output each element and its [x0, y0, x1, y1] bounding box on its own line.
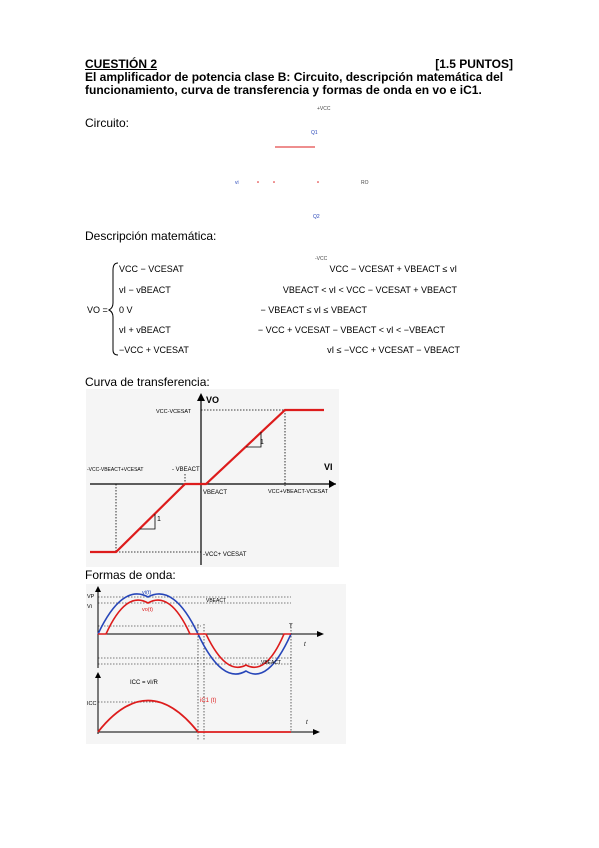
transfer-vbeact-label: VBEACT — [203, 490, 228, 496]
transfer-neg-vbeact-label: - VBEACT — [172, 467, 200, 473]
equation-row-2-value: vI − vBEACT — [119, 285, 171, 295]
circuit-diagram — [225, 100, 375, 260]
section-waveforms-heading: Formas de onda: — [85, 568, 176, 582]
equation-row-4-value: vI + vBEACT — [119, 325, 171, 335]
transfer-left-x-label: -VCC-VBEACT+VCESAT — [87, 467, 144, 473]
wave-icc-eq-label: ICC = vI/R — [130, 680, 158, 686]
wave-T-label: T — [289, 624, 293, 630]
circuit-vcc-label: +VCC — [317, 106, 331, 112]
circuit-q2-label: Q2 — [313, 214, 320, 220]
section-math-heading: Descripción matemática: — [85, 229, 217, 243]
equation-row-3-cond: − VBEACT ≤ vI ≤ VBEACT — [260, 305, 367, 315]
transfer-vo-label: VO — [206, 395, 220, 405]
circuit-node-dot — [317, 181, 319, 183]
circuit-node-dot — [257, 181, 259, 183]
wave-vi-amp-label: Vi — [87, 604, 92, 610]
wave-vbeact-top-label: VBEACT — [206, 598, 227, 604]
circuit-node-dot — [273, 181, 275, 183]
circuit-mvcc-label: -VCC — [315, 256, 328, 260]
equation-lhs: VO = — [87, 305, 108, 315]
equation-row-5-value: −VCC + VCESAT — [119, 345, 189, 355]
waveforms-diagram — [86, 584, 346, 744]
equation-row-1-cond: VCC − VCESAT + VBEACT ≤ vI — [329, 264, 457, 274]
question-points: [1.5 PUNTOS] — [435, 57, 513, 71]
equation-row-4-cond: − VCC + VCESAT − VBEACT < vI < −VBEACT — [257, 325, 445, 335]
question-number: CUESTIÓN 2 — [85, 57, 158, 71]
slope-label-lower: 1 — [157, 516, 161, 523]
circuit-vi-label: vi — [235, 180, 239, 186]
transfer-vi-label: VI — [324, 462, 333, 472]
question-subtitle: El amplificador de potencia clase B: Circuito, descripción matemática del funcionamiento, curva de transferencia y formas de onda en vo e iC1. — [85, 70, 504, 97]
circuit-ro-label: RO — [361, 180, 369, 186]
wave-t2-label: t — [306, 720, 308, 726]
wave-vi-t-label: vi(t) — [142, 590, 152, 596]
wave-icc-label: ICC — [87, 701, 97, 707]
section-transfer-heading: Curva de transferencia: — [85, 375, 210, 389]
transfer-top-level-label: VCC-VCESAT — [156, 409, 192, 415]
transfer-right-x-label: VCC+VBEACT-VCESAT — [268, 489, 328, 495]
wave-vp-label: VP — [87, 594, 95, 600]
transfer-curve — [86, 389, 339, 567]
circuit-q1-label: Q1 — [311, 130, 318, 136]
equation-row-1-value: VCC − VCESAT — [119, 264, 184, 274]
wave-vo-t-label: vo(t) — [142, 607, 153, 613]
equation-row-5-cond: vI ≤ −VCC + VCESAT − VBEACT — [327, 345, 460, 355]
wave-t1-label: t — [304, 642, 306, 648]
wave-vbeact-bot-label: VBEACT — [261, 660, 282, 666]
wave-ic1-label: iC1 (t) — [200, 698, 217, 704]
slope-label-upper: 1 — [260, 439, 264, 446]
question-header — [85, 57, 513, 71]
piecewise-equation — [85, 258, 485, 360]
section-circuit-heading: Circuito: — [85, 116, 130, 130]
equation-row-2-cond: VBEACT < vI < VCC − VCESAT + VBEACT — [282, 285, 457, 295]
transfer-bottom-level-label: -VCC+ VCESAT — [203, 552, 247, 558]
equation-brace — [109, 263, 118, 355]
equation-row-3-value: 0 V — [119, 305, 133, 315]
